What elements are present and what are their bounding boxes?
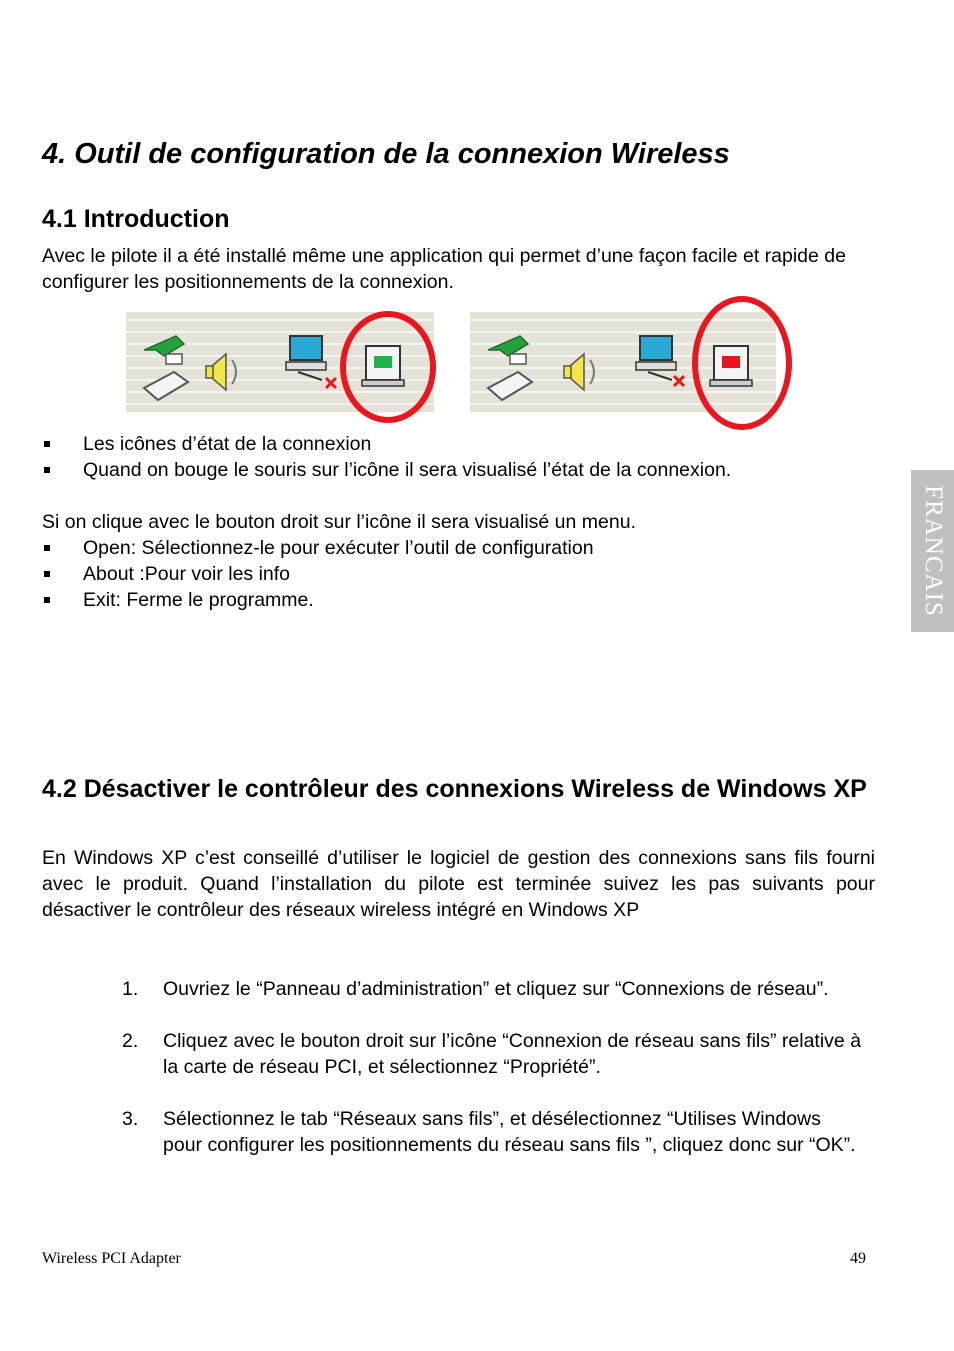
step-number: 3. (122, 1108, 139, 1130)
list-item: Les icônes d’état de la connexion (42, 431, 731, 457)
step-text: Ouvriez le “Panneau d’administration” et cliquez sur “Connexions de réseau”. (163, 978, 829, 1000)
menu-bullet-list (42, 535, 594, 613)
section-heading-introduction: 4.1 Introduction (42, 205, 230, 233)
intro-paragraph: Avec le pilote il a été installé même une application qui permet d’une façon facile et rapide de configurer les positionnements de la connexion. (42, 245, 846, 293)
wireless-status-disconnected-icon (710, 346, 752, 386)
list-item: Open: Sélectionnez-le pour exécuter l’outil de configuration (42, 535, 594, 561)
status-bullet-list (42, 431, 731, 483)
list-item (122, 1106, 862, 1158)
list-item: About :Pour voir les info (42, 561, 594, 587)
page-number: 49 (850, 1250, 866, 1267)
section2-paragraph: En Windows XP c’est conseillé d’utiliser le logiciel de gestion des connexions sans fils fourni avec le produit. Quand l’installation du pilote est terminée suivez les pas suivants pour désactiver le contrôleur des réseaux wireless intégré en Windows XP (42, 847, 875, 921)
list-item (122, 1028, 862, 1080)
menu-intro-paragraph: Si on clique avec le bouton droit sur l’icône il sera visualisé un menu. (42, 511, 636, 533)
step-number: 2. (122, 1030, 139, 1052)
step-text: Sélectionnez le tab “Réseaux sans fils”, et désélectionnez “Utilises Windows pour configurer les positionnements du réseau sans fils ”, cliquez donc sur “OK”. (163, 1108, 856, 1156)
tray-icons-connected-screenshot (126, 310, 442, 432)
page-title: 4. Outil de configuration de la connexion Wireless (42, 138, 730, 170)
steps-list (122, 976, 862, 1184)
wireless-status-connected-icon (362, 346, 404, 386)
section-heading-disable-xp: 4.2 Désactiver le contrôleur des connexions Wireless de Windows XP (42, 775, 867, 803)
list-item: Quand on bouge le souris sur l’icône il sera visualisé l’état de la connexion. (42, 457, 731, 483)
step-number: 1. (122, 978, 139, 1000)
list-item: Exit: Ferme le programme. (42, 587, 594, 613)
language-side-tab (911, 470, 954, 632)
list-item (122, 976, 862, 1002)
footer-product-name: Wireless PCI Adapter (42, 1250, 181, 1267)
step-text: Cliquez avec le bouton droit sur l’icône “Connexion de réseau sans fils” relative à la carte de réseau PCI, et sélectionnez “Propriété”. (163, 1030, 862, 1078)
tray-icons-disconnected-screenshot (470, 294, 796, 434)
language-label: FRANCAIS (919, 485, 947, 617)
